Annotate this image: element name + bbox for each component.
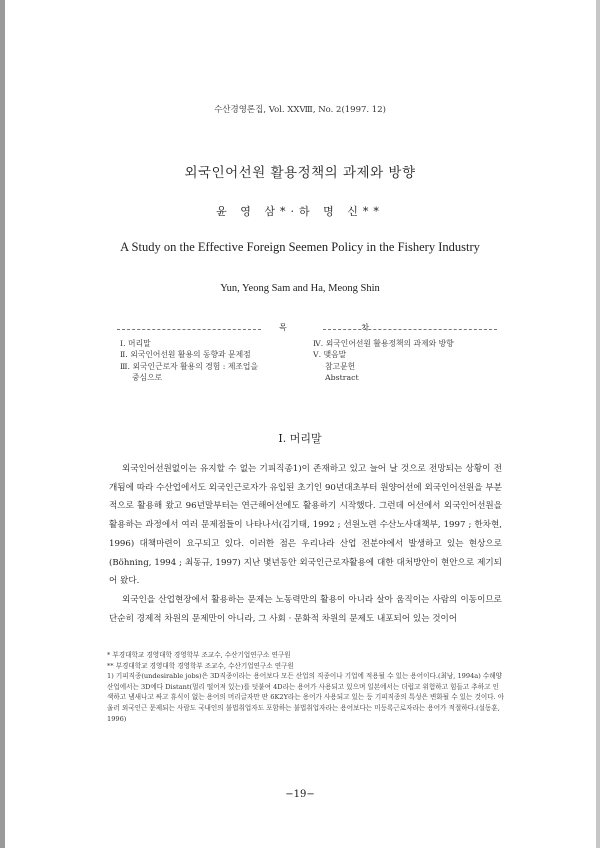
toc-rule-right <box>323 329 497 330</box>
scan-left-edge <box>0 0 5 848</box>
toc-item: Ⅴ. 맺음말 <box>313 350 347 360</box>
paragraph: 외국인어선원없이는 유지할 수 없는 기피직종1)이 존재하고 있고 늘어 날 것으로 전망되는 상황이 전개됨에 따라 수산업에서도 외국인근로자가 유입된 초기인 90년대초부터 원양어선에 외국인어선원을 부분적으로 활용해 왔고 96년말부터는 연근해어선에도 활용하기 시작했다. 그런데 어선에서 외국인어선원을 활용하는 과정에서 여러 문제점들이 나타나서(김기태, 1992 ; 선원노련 수산노사대책부, 1997 ; 한차현, 1996) 대책마련이 요구되고 있다. 이러한 점은 우리나라 산업 전분야에서 발생하고 있는 현상으로(Böhning, 1994 ; 최동규, 1997) 지난 몇년동안 외국인근로자활용에 대한 대처방안이 현안으로 제기되어 왔다. <box>109 464 502 587</box>
toc-heading: 목 차 <box>279 323 405 332</box>
toc-item: Ⅰ. 머리말 <box>120 339 151 348</box>
toc-item: Ⅳ. 외국인어선원 활용정책의 과제와 방향 <box>313 339 454 348</box>
toc-sub-item: Abstract <box>325 372 359 382</box>
toc-sub-item: 참고문헌 <box>325 361 356 371</box>
footnote-1: 1) 기피직종(undesirable jobs)은 3D직종이라는 용어보다 모든 산업의 직종이나 기업에 적용될 수 있는 용어이다.(최낭, 1994a) 수해양산업에서는 3D에다 Distant(멀리 떨어져 있는)를 덧붙여 4D라는 용어가 사용되고 있으며 일본에서는 더럽고 위험하고 힘들고 추하고 인색하고 냄새나고 싸고 휴식이 없는 용어의 머리글자만 딴 6K2Y라는 용어가 사용되고 있는 등 기피직종의 특성은 변화될 수 있는 것이다. 아울러 외국인근 문제되는 사람도 국내인의 불법취업자도 포함하는 불법취업자라는 용어보다는 미등록근로자라는 용어가 적절하다.(설동훈, 1996) <box>107 672 505 723</box>
footnotes <box>107 650 505 724</box>
toc-item-continuation: 중심으로 <box>132 372 163 382</box>
section-title: Ⅰ. 머리말 <box>278 432 322 445</box>
toc-rule-left <box>117 329 261 330</box>
toc-item: Ⅱ. 외국인어선원 활용의 동향과 문제점 <box>120 350 251 360</box>
english-authors: Yun, Yeong Sam and Ha, Meong Shin <box>220 283 380 294</box>
scan-right-edge <box>596 0 600 848</box>
english-title: A Study on the Effective Foreign Seemen Policy in the Fishery Industry <box>120 240 480 254</box>
body-text <box>109 460 502 628</box>
page-number: −19− <box>285 789 315 800</box>
footnote-affiliation: ** 부경대학교 경영대학 경영학부 조교수, 수산기업연구소 연구원 <box>107 661 294 670</box>
toc-item: Ⅲ. 외국인근로자 활용의 경험 : 제조업을 <box>120 361 258 371</box>
toc-right-column <box>313 338 503 383</box>
toc-left-column <box>120 338 310 383</box>
footnote-affiliation: * 부경대학교 경영대학 경영학부 조교수, 수산기업연구소 연구원 <box>107 651 291 659</box>
paragraph: 외국인을 산업현장에서 활용하는 문제는 노동력만의 활용이 아니라 살아 움직이는 사람의 이동이므로 단순히 경제적 차원의 문제만이 아니라, 그 사회 · 문화적 차원의 문제도 내포되어 있는 것이어 <box>109 594 502 624</box>
korean-title: 외국인어선원 활용정책의 과제와 방향 <box>184 165 416 181</box>
journal-header: 수산경영론집, Vol. XXⅧ, No. 2(1997. 12) <box>214 105 386 115</box>
table-of-contents <box>117 320 497 395</box>
korean-authors: 윤 영 삼*·하 명 신** <box>216 205 384 218</box>
